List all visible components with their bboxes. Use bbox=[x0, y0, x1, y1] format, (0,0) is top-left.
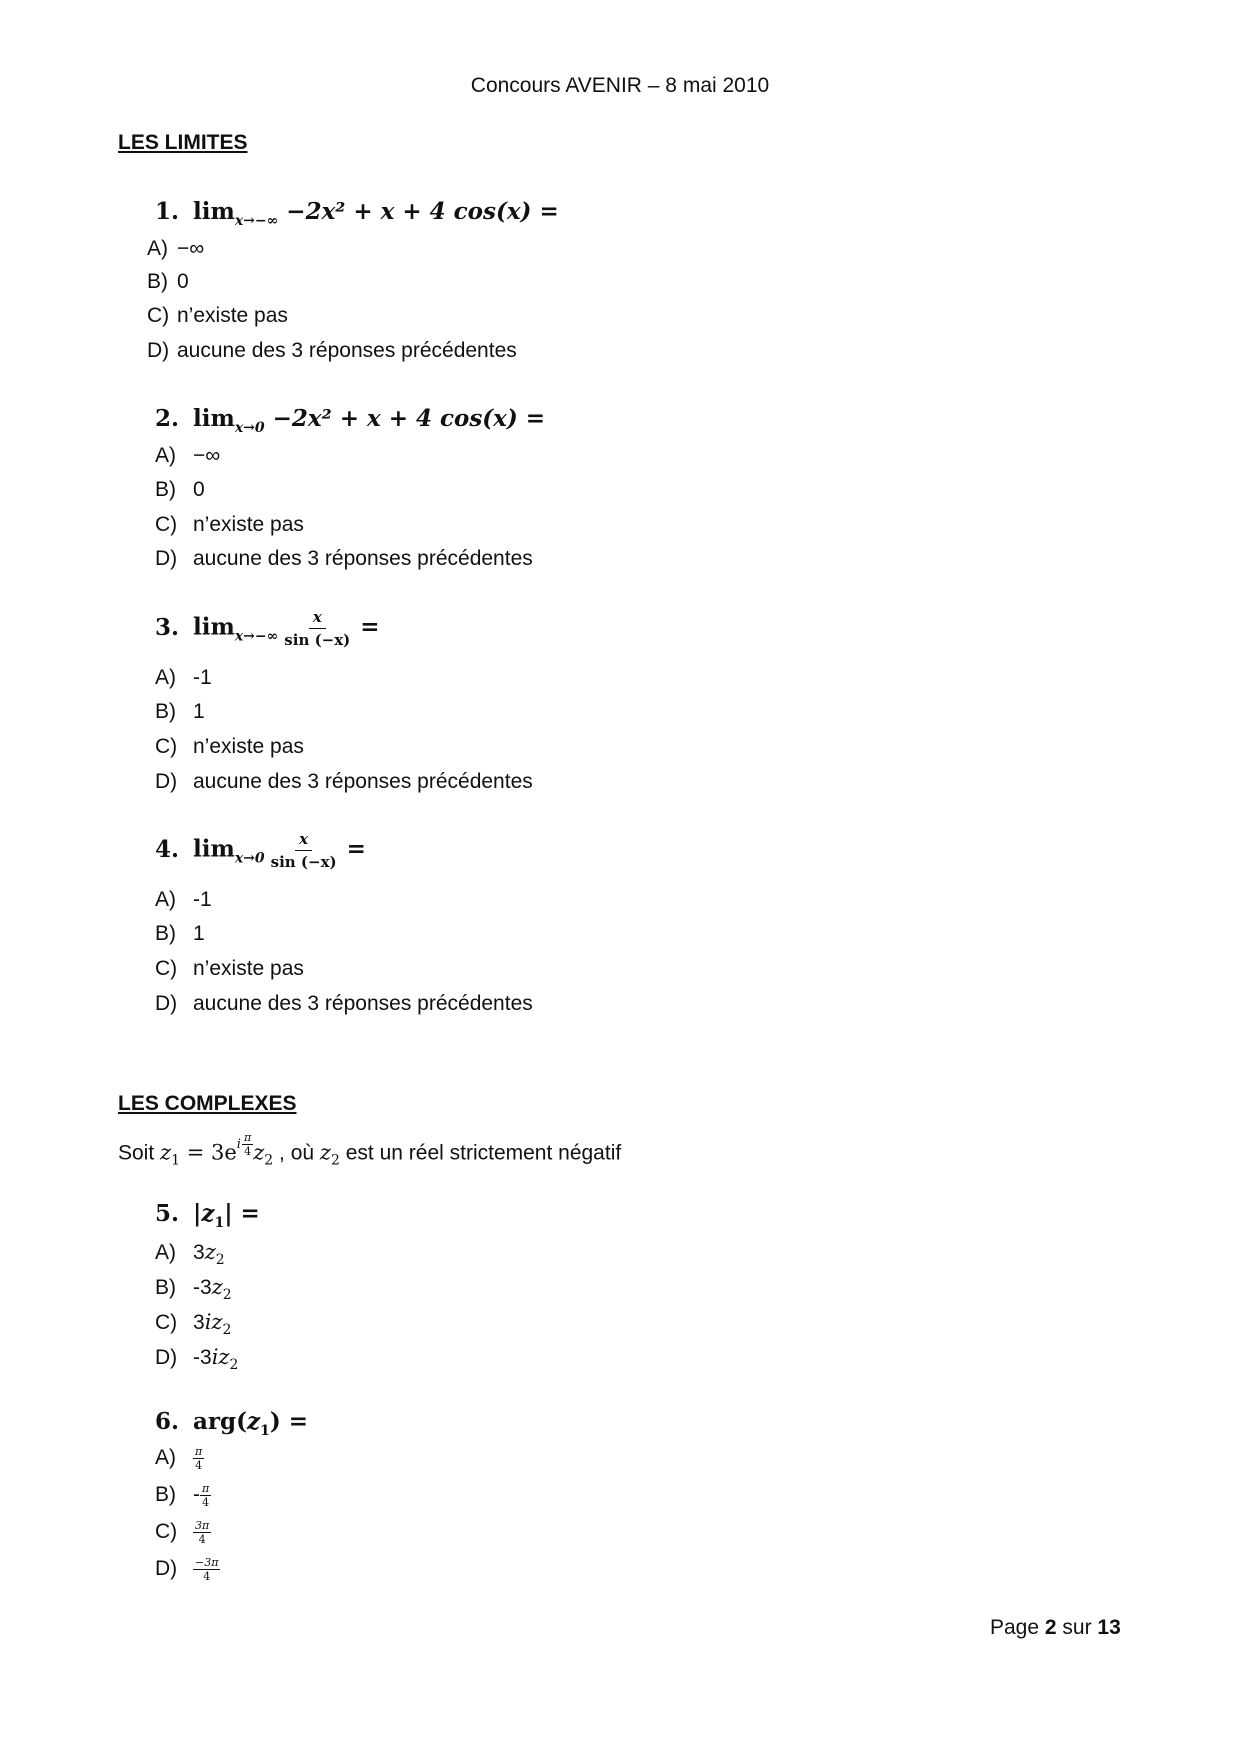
option-letter: A) bbox=[155, 1241, 176, 1264]
question-number: 3. bbox=[155, 613, 180, 641]
question-5-title bbox=[155, 1200, 260, 1231]
fraction-numerator: π bbox=[202, 1482, 210, 1495]
exponent bbox=[237, 1132, 253, 1157]
lim-operator: lim bbox=[193, 613, 235, 641]
page-footer bbox=[990, 1616, 1121, 1640]
math-text: arg( bbox=[193, 1408, 247, 1435]
option-letter: B) bbox=[155, 922, 176, 945]
var-z: z bbox=[201, 1200, 215, 1227]
coefficient: 3 bbox=[193, 1241, 205, 1264]
variable: iz bbox=[211, 1345, 230, 1369]
q4-option-d bbox=[155, 992, 533, 1016]
option-text: n’existe pas bbox=[193, 513, 304, 536]
question-6-title bbox=[155, 1408, 308, 1439]
fraction bbox=[200, 1483, 211, 1508]
option-letter: A) bbox=[155, 1446, 176, 1470]
q5-option-b bbox=[155, 1275, 232, 1303]
option-text: -1 bbox=[193, 666, 212, 689]
q4-option-c bbox=[155, 957, 304, 981]
section-title-complexes: LES COMPLEXES bbox=[118, 1092, 297, 1115]
q2-option-c bbox=[155, 513, 304, 537]
fraction-numerator: x bbox=[295, 830, 312, 851]
option-letter: C) bbox=[155, 957, 178, 980]
math-text: | bbox=[193, 1200, 202, 1227]
q6-option-c bbox=[155, 1520, 211, 1545]
math-text: ) = bbox=[269, 1408, 308, 1435]
option-text: −∞ bbox=[177, 237, 205, 260]
subscript: 2 bbox=[215, 1252, 225, 1268]
lim-subscript: x→−∞ bbox=[234, 213, 279, 229]
fraction-denominator: sin (−x) bbox=[284, 631, 351, 649]
question-expression: −2x² + x + 4 cos(x) = bbox=[264, 405, 546, 432]
option-text: n’existe pas bbox=[177, 304, 288, 327]
math-text: | = bbox=[224, 1200, 260, 1227]
fraction-numerator: π bbox=[195, 1445, 203, 1458]
option-text: 1 bbox=[193, 700, 205, 723]
math-text: = 3e bbox=[180, 1140, 237, 1165]
option-letter: C) bbox=[155, 1311, 178, 1334]
option-letter: B) bbox=[155, 1483, 176, 1507]
q6-option-a bbox=[155, 1446, 204, 1471]
fraction-numerator: −3π bbox=[195, 1556, 219, 1569]
option-letter: C) bbox=[155, 513, 178, 536]
equals-sign: = bbox=[360, 613, 380, 641]
fraction-numerator: π bbox=[243, 1131, 252, 1144]
q4-option-a bbox=[155, 888, 212, 912]
option-letter: D) bbox=[155, 992, 178, 1015]
lim-operator: lim bbox=[193, 198, 235, 225]
option-text: aucune des 3 réponses précédentes bbox=[193, 992, 533, 1015]
question-number: 5. bbox=[155, 1200, 180, 1227]
question-4-title bbox=[155, 830, 366, 871]
q3-option-a bbox=[155, 666, 212, 690]
option-letter: A) bbox=[155, 666, 176, 689]
question-number: 4. bbox=[155, 835, 180, 863]
option-text: n’existe pas bbox=[193, 735, 304, 758]
q4-option-b bbox=[155, 922, 205, 946]
fraction bbox=[267, 830, 341, 871]
fraction-numerator: x bbox=[309, 608, 326, 629]
q6-option-b bbox=[155, 1483, 211, 1508]
text: est un réel strictement négatif bbox=[339, 1141, 622, 1165]
option-text: aucune des 3 réponses précédentes bbox=[193, 547, 533, 570]
option-letter: D) bbox=[147, 339, 170, 362]
var-z: z bbox=[160, 1140, 172, 1165]
subscript: 2 bbox=[264, 1152, 274, 1169]
equals-sign: = bbox=[346, 835, 366, 863]
subscript: 1 bbox=[171, 1152, 181, 1169]
variable: z bbox=[204, 1240, 216, 1264]
fraction-denominator: 4 bbox=[195, 1459, 203, 1472]
q3-option-d bbox=[155, 770, 533, 794]
lim-subscript: x→−∞ bbox=[234, 628, 279, 645]
question-2-title bbox=[155, 405, 545, 436]
lim-subscript: x→0 bbox=[234, 850, 265, 867]
option-text: aucune des 3 réponses précédentes bbox=[193, 770, 533, 793]
footer-text: Page bbox=[990, 1616, 1045, 1639]
question-number: 6. bbox=[155, 1408, 180, 1435]
question-3-title bbox=[155, 608, 380, 649]
option-text: 1 bbox=[193, 922, 205, 945]
sign: - bbox=[193, 1483, 200, 1507]
option-letter: D) bbox=[155, 1346, 178, 1369]
q1-option-b bbox=[147, 270, 189, 294]
page-total: 13 bbox=[1097, 1616, 1121, 1639]
subscript: 1 bbox=[214, 1215, 225, 1231]
fraction-denominator: 4 bbox=[202, 1496, 210, 1509]
lim-operator: lim bbox=[193, 835, 235, 863]
option-letter: A) bbox=[155, 444, 176, 467]
exp-fraction bbox=[242, 1132, 253, 1157]
q6-option-d bbox=[155, 1557, 220, 1582]
fraction bbox=[193, 1520, 211, 1545]
variable: z bbox=[211, 1275, 223, 1299]
q3-option-c bbox=[155, 735, 304, 759]
option-letter: A) bbox=[147, 237, 168, 260]
text: , où bbox=[273, 1141, 320, 1165]
subscript: 2 bbox=[330, 1152, 340, 1169]
q5-option-d bbox=[155, 1345, 238, 1373]
footer-text: sur bbox=[1056, 1616, 1098, 1639]
subscript: 2 bbox=[229, 1357, 239, 1373]
exp-i: i bbox=[236, 1136, 241, 1152]
section-title-limites: LES LIMITES bbox=[118, 131, 248, 154]
option-letter: D) bbox=[155, 547, 178, 570]
q2-option-a bbox=[155, 444, 220, 468]
fraction bbox=[193, 1446, 204, 1471]
subscript: 2 bbox=[222, 1322, 232, 1338]
fraction-denominator: sin (−x) bbox=[270, 853, 337, 871]
fraction-numerator: 3π bbox=[195, 1519, 210, 1532]
option-letter: B) bbox=[155, 478, 176, 501]
complex-definition bbox=[118, 1132, 621, 1169]
question-1-title bbox=[155, 198, 559, 229]
lim-subscript: x→0 bbox=[234, 420, 265, 436]
option-letter: B) bbox=[155, 700, 176, 723]
option-letter: C) bbox=[155, 1520, 178, 1544]
coefficient: -3 bbox=[193, 1276, 212, 1299]
q1-option-d bbox=[147, 339, 517, 363]
q2-option-b bbox=[155, 478, 205, 502]
fraction-denominator: 4 bbox=[198, 1533, 206, 1546]
option-text: 0 bbox=[177, 270, 189, 293]
fraction-denominator: 4 bbox=[203, 1570, 211, 1583]
option-letter: B) bbox=[147, 270, 168, 293]
coefficient: 3 bbox=[193, 1311, 205, 1334]
fraction bbox=[280, 608, 354, 649]
var-z: z bbox=[247, 1408, 261, 1435]
question-number: 1. bbox=[155, 198, 180, 225]
question-number: 2. bbox=[155, 405, 180, 432]
option-letter: B) bbox=[155, 1276, 176, 1299]
option-letter: D) bbox=[155, 770, 178, 793]
option-text: n’existe pas bbox=[193, 957, 304, 980]
option-text: aucune des 3 réponses précédentes bbox=[177, 339, 517, 362]
q3-option-b bbox=[155, 700, 205, 724]
question-expression: −2x² + x + 4 cos(x) = bbox=[278, 198, 559, 225]
option-letter: A) bbox=[155, 888, 176, 911]
option-letter: C) bbox=[147, 304, 170, 327]
text: Soit bbox=[118, 1141, 161, 1165]
option-letter: D) bbox=[155, 1557, 178, 1581]
option-text: -1 bbox=[193, 888, 212, 911]
q2-option-d bbox=[155, 547, 533, 571]
coefficient: -3 bbox=[193, 1346, 212, 1369]
lim-operator: lim bbox=[193, 405, 235, 432]
subscript: 1 bbox=[260, 1423, 270, 1439]
option-letter: C) bbox=[155, 735, 178, 758]
q1-option-c bbox=[147, 304, 288, 328]
option-text: −∞ bbox=[193, 444, 221, 467]
q5-option-a bbox=[155, 1240, 225, 1268]
subscript: 2 bbox=[222, 1287, 232, 1303]
var-z: z bbox=[319, 1140, 331, 1165]
option-text: 0 bbox=[193, 478, 205, 501]
q1-option-a bbox=[147, 237, 204, 261]
variable: iz bbox=[204, 1310, 223, 1334]
page-header: Concours AVENIR – 8 mai 2010 bbox=[470, 74, 770, 97]
page-number: 2 bbox=[1044, 1616, 1057, 1639]
fraction-denominator: 4 bbox=[244, 1145, 252, 1158]
fraction bbox=[193, 1557, 220, 1582]
q5-option-c bbox=[155, 1310, 231, 1338]
var-z: z bbox=[253, 1140, 265, 1165]
